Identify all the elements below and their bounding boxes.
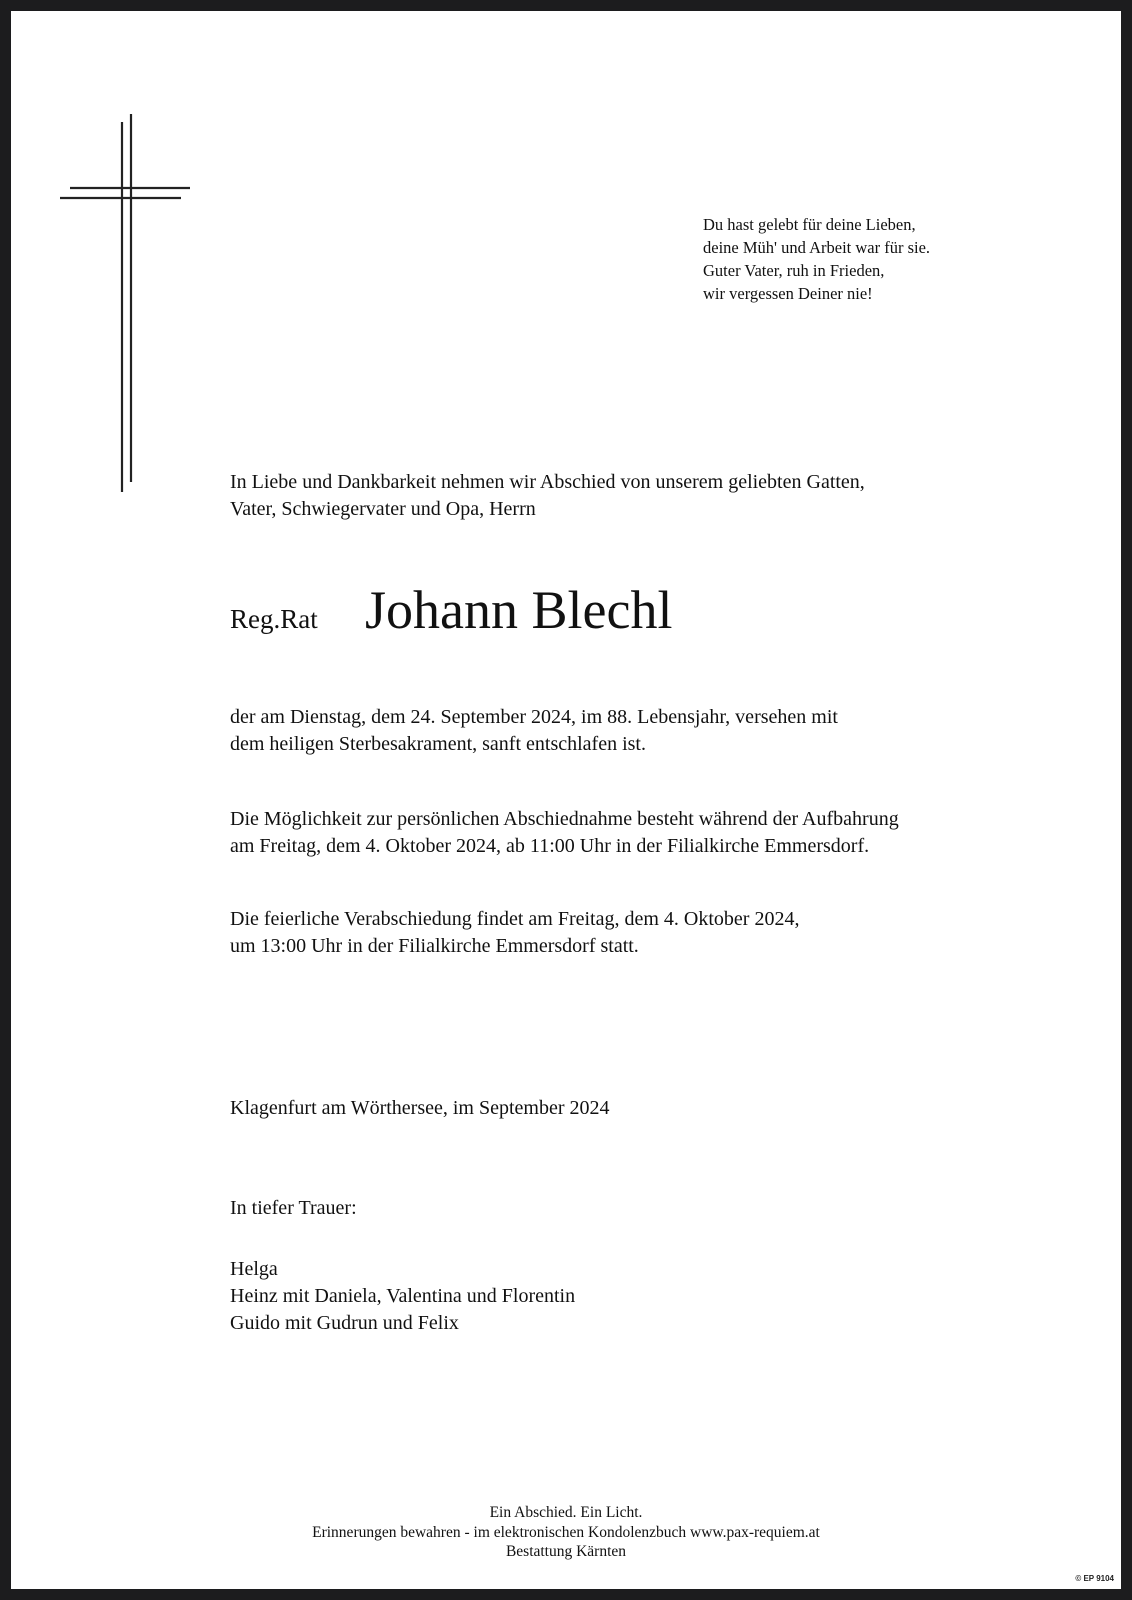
intro-line: In Liebe und Dankbarkeit nehmen wir Abschied von unserem geliebten Gatten, — [230, 471, 865, 493]
poem-line: Du hast gelebt für deine Lieben, — [703, 215, 916, 234]
footer-line: Ein Abschied. Ein Licht. — [489, 1504, 643, 1521]
place-date: Klagenfurt am Wörthersee, im September 2024 — [230, 1097, 610, 1119]
intro-line: Vater, Schwiegervater und Opa, Herrn — [230, 498, 536, 520]
ceremony-line: um 13:00 Uhr in der Filialkirche Emmersdorf statt. — [230, 935, 639, 957]
footer-line: Bestattung Kärnten — [505, 1543, 627, 1560]
mourner: Heinz mit Daniela, Valentina und Florentin — [230, 1285, 576, 1307]
mourners-list — [230, 1256, 575, 1337]
viewing-line: am Freitag, dem 4. Oktober 2024, ab 11:00 Uhr in der Filialkirche Emmersdorf. — [230, 835, 870, 857]
print-code: © EP 9104 — [1075, 1574, 1114, 1583]
death-notice — [230, 704, 838, 758]
ceremony-info — [230, 906, 799, 960]
deceased-title: Reg.Rat — [230, 604, 318, 634]
cross-icon — [60, 114, 192, 506]
ceremony-line: Die feierliche Verabschiedung findet am Freitag, dem 4. Oktober 2024, — [230, 908, 800, 930]
footer — [0, 1503, 1132, 1562]
poem-line: Guter Vater, ruh in Frieden, — [703, 261, 885, 280]
poem-line: wir vergessen Deiner nie! — [703, 284, 873, 303]
death-notice-line: dem heiligen Sterbesakrament, sanft entschlafen ist. — [230, 733, 646, 755]
footer-line: Erinnerungen bewahren - im elektronischen Kondolenzbuch www.pax-requiem.at — [312, 1523, 820, 1541]
death-notice-line: der am Dienstag, dem 24. September 2024, im 88. Lebensjahr, versehen mit — [230, 706, 838, 728]
intro-text — [230, 469, 865, 523]
viewing-info — [230, 806, 899, 860]
poem-line: deine Müh' und Arbeit war für sie. — [703, 238, 931, 257]
mourning-label: In tiefer Trauer: — [230, 1197, 357, 1219]
deceased-name: Johann Blechl — [365, 580, 673, 640]
mourner: Helga — [230, 1258, 278, 1280]
mourner: Guido mit Gudrun und Felix — [230, 1312, 459, 1334]
poem-verse — [703, 213, 930, 305]
viewing-line: Die Möglichkeit zur persönlichen Abschiednahme besteht während der Aufbahrung — [230, 808, 899, 830]
